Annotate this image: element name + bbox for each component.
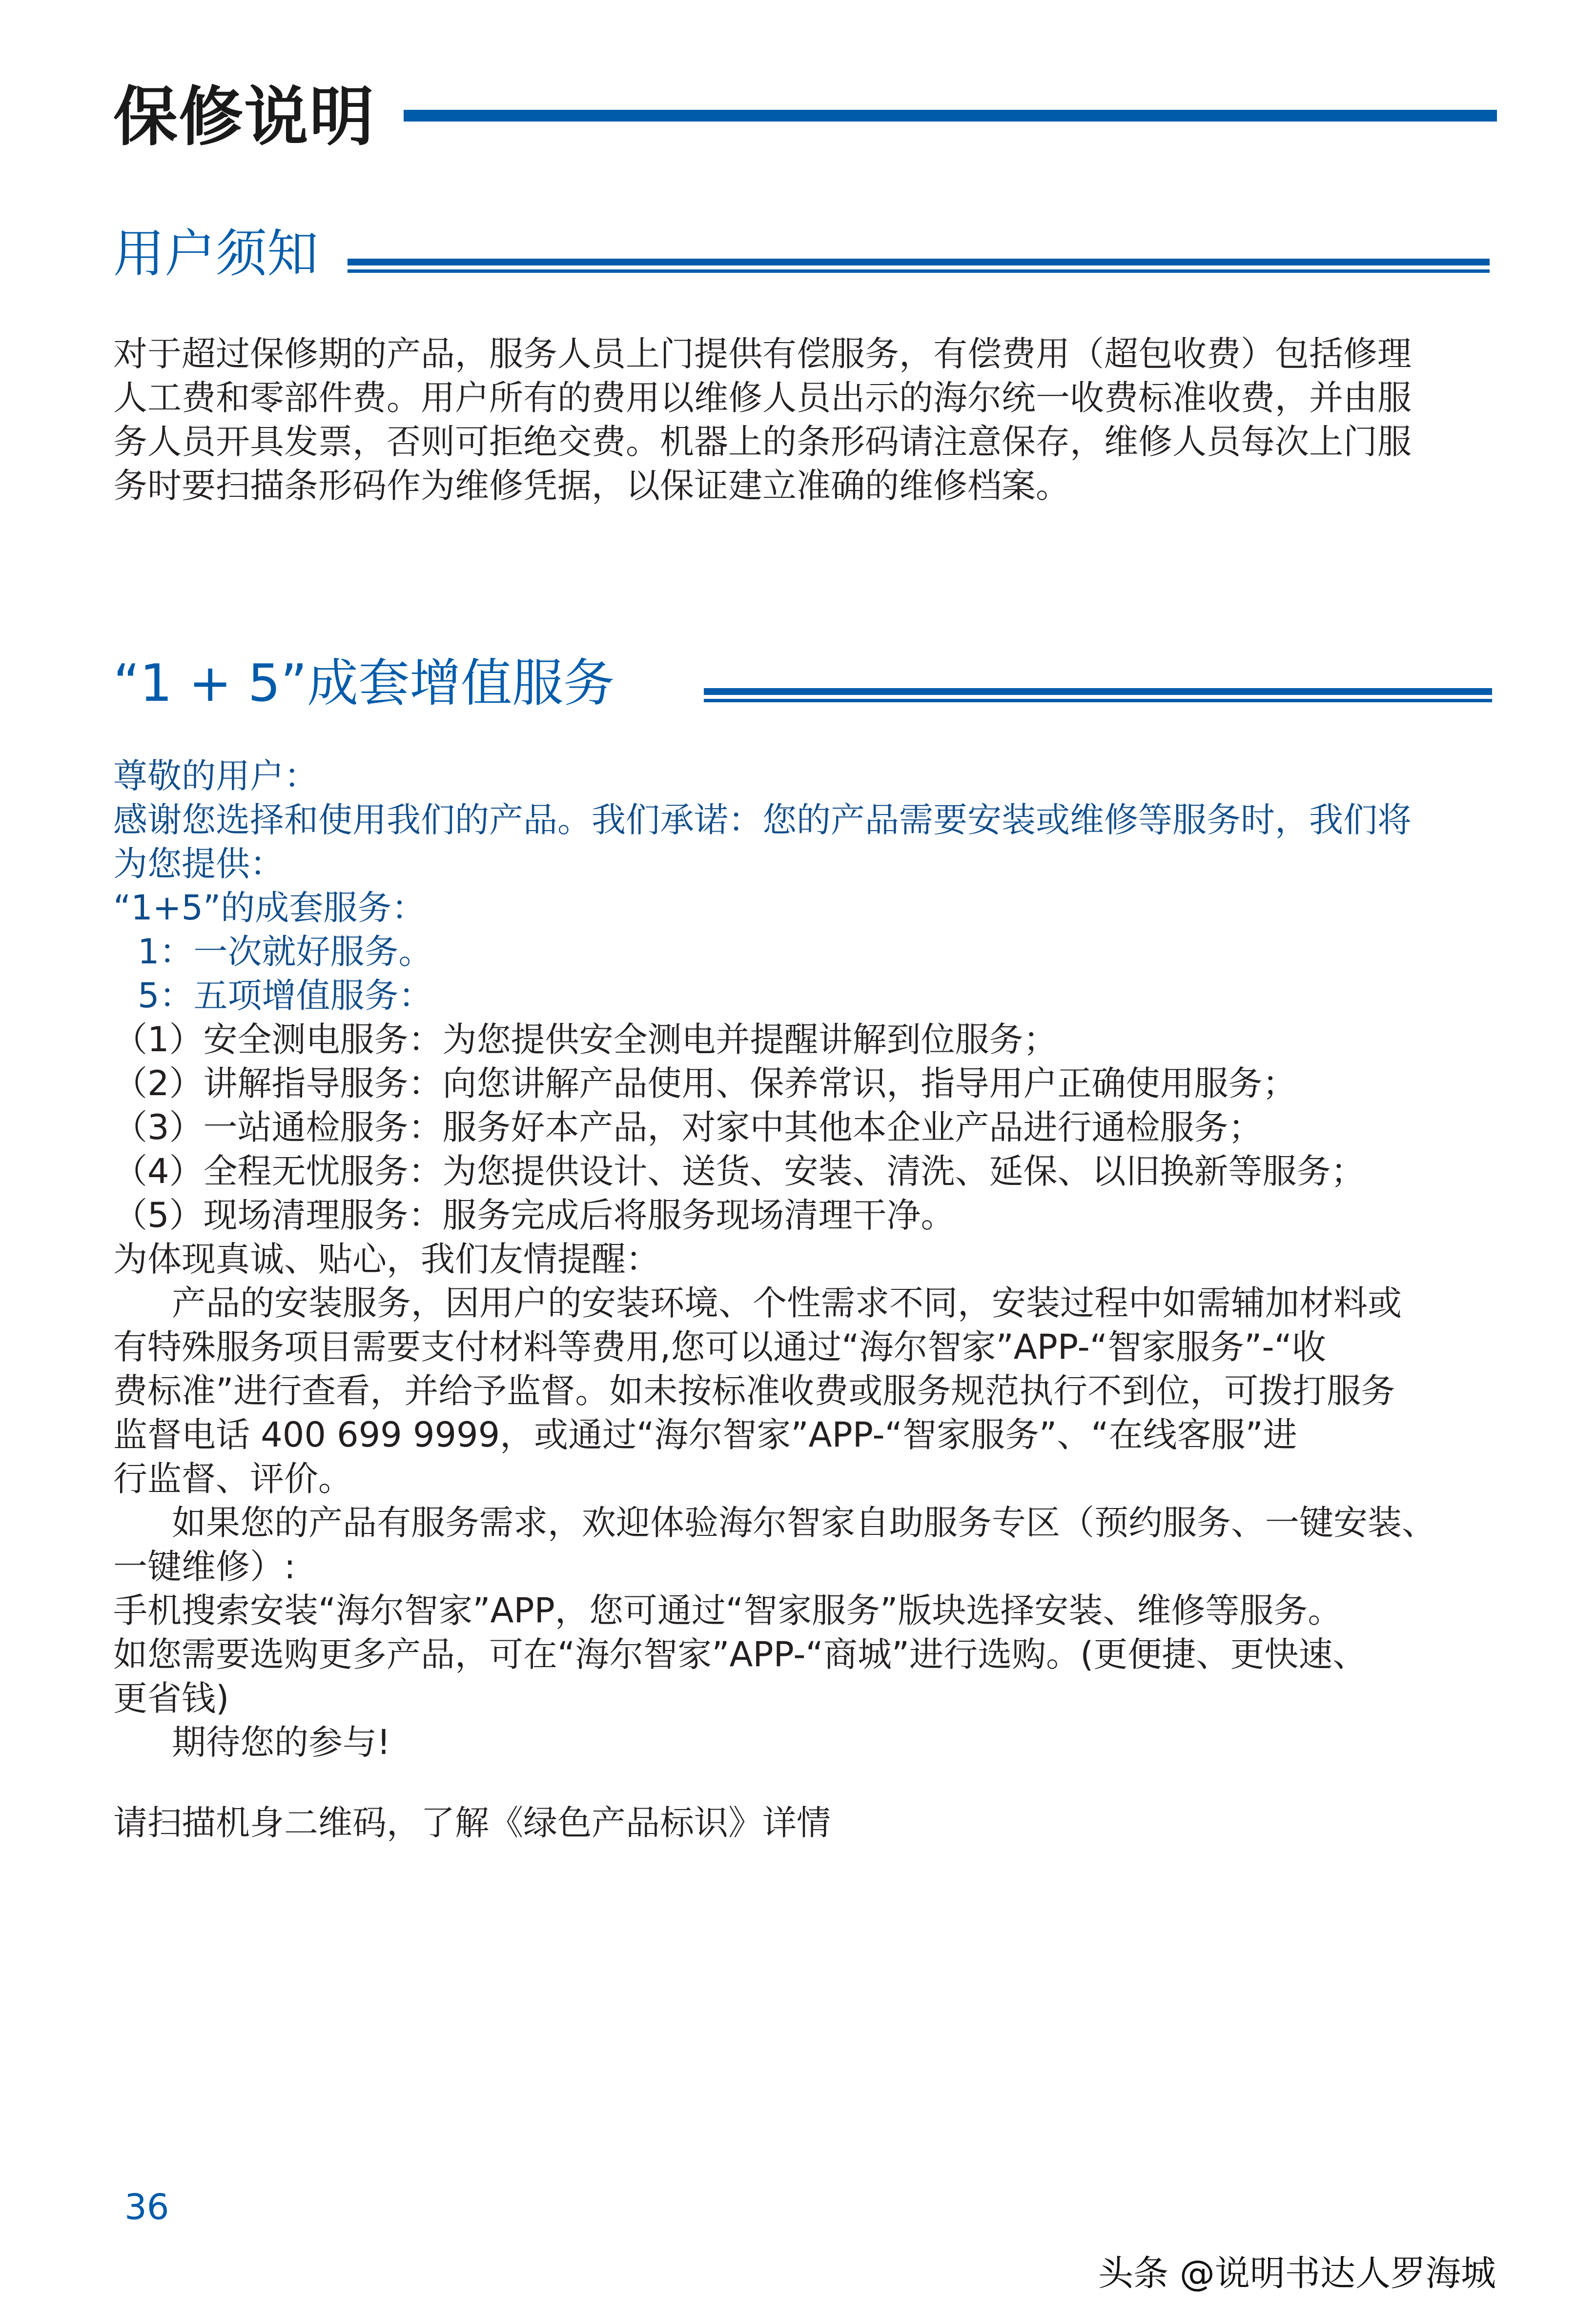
service-item: （2）讲解指导服务：向您讲解产品使用、保养常识，指导用户正确使用服务；: [113, 1063, 1297, 1103]
text-line: 务时要扫描条形码作为维修凭据，以保证建立准确的维修档案。: [113, 466, 1070, 506]
service-item: （5）现场清理服务：服务完成后将服务现场清理干净。: [113, 1195, 955, 1235]
text-line: 对于超过保修期的产品，服务人员上门提供有偿服务，有偿费用（超包收费）包括修理: [113, 334, 1412, 374]
heading-double-rule: [348, 259, 1490, 278]
section-title: 用户须知: [113, 224, 319, 284]
text-line: 一键维修）:: [113, 1547, 296, 1587]
user-notice-body: [113, 332, 1480, 508]
section-title: “1 + 5”成套增值服务: [113, 653, 615, 713]
section-heading-service: [113, 649, 1490, 717]
service-items: [113, 1018, 1480, 1764]
service-item: （3）一站通检服务：服务好本产品，对家中其他本企业产品进行通检服务；: [113, 1107, 1263, 1147]
heading-double-rule: [704, 688, 1492, 708]
page-title-row: [113, 73, 1490, 161]
package-five: 5：五项增值服务：: [138, 976, 433, 1016]
text-line: 人工费和零部件费。用户所有的费用以维修人员出示的海尔统一收费标准收费，并由服: [113, 378, 1412, 418]
package-title: “1+5”的成套服务：: [113, 888, 426, 928]
text-line: 更省钱): [113, 1678, 229, 1718]
qr-note: 请扫描机身二维码，了解《绿色产品标识》详情: [113, 1803, 831, 1843]
text-line: 如果您的产品有服务需求，欢迎体验海尔智家自助服务专区（预约服务、一键安装、: [172, 1503, 1436, 1543]
text-line: 有特殊服务项目需要支付材料等费用,您可以通过“海尔智家”APP-“智家服务”-“收: [113, 1327, 1326, 1367]
reminder-title: 为体现真诚、贴心，我们友情提醒：: [113, 1239, 660, 1279]
section-heading-user-notice: [113, 220, 1490, 288]
service-intro: [113, 754, 1480, 1018]
greeting: 尊敬的用户：: [113, 756, 318, 796]
closing: 期待您的参与!: [172, 1722, 391, 1762]
page-number: 36: [124, 2186, 169, 2227]
text-line: 为您提供：: [113, 844, 284, 884]
watermark: 头条 @说明书达人罗海城: [1098, 2253, 1496, 2294]
package-one: 1：一次就好服务。: [138, 932, 433, 972]
text-line: 如您需要选购更多产品，可在“海尔智家”APP-“商城”进行选购。(更便捷、更快速、: [113, 1634, 1367, 1674]
service-item: （1）安全测电服务：为您提供安全测电并提醒讲解到位服务；: [113, 1019, 1058, 1060]
text-line: 感谢您选择和使用我们的产品。我们承诺：您的产品需要安装或维修等服务时，我们将: [113, 800, 1412, 840]
text-line: 行监督、评价。: [113, 1459, 352, 1499]
text-line: 费标准”进行查看，并给予监督。如未按标准收费或服务规范执行不到位，可拨打服务: [113, 1371, 1395, 1411]
qr-note-block: [113, 1801, 1480, 1845]
text-line: 务人员开具发票，否则可拒绝交费。机器上的条形码请注意保存，维修人员每次上门服: [113, 422, 1412, 462]
text-line: 监督电话 400 699 9999，或通过“海尔智家”APP-“智家服务”、“在线客服”进: [113, 1415, 1297, 1455]
text-line: 产品的安装服务，因用户的安装环境、个性需求不同，安装过程中如需辅加材料或: [172, 1283, 1402, 1323]
service-item: （4）全程无忧服务：为您提供设计、送货、安装、清洗、延保、以旧换新等服务；: [113, 1151, 1365, 1191]
title-rule: [404, 110, 1497, 122]
page-title: 保修说明: [113, 80, 375, 155]
text-line: 手机搜索安装“海尔智家”APP，您可通过“智家服务”版块选择安装、维修等服务。: [113, 1590, 1342, 1631]
